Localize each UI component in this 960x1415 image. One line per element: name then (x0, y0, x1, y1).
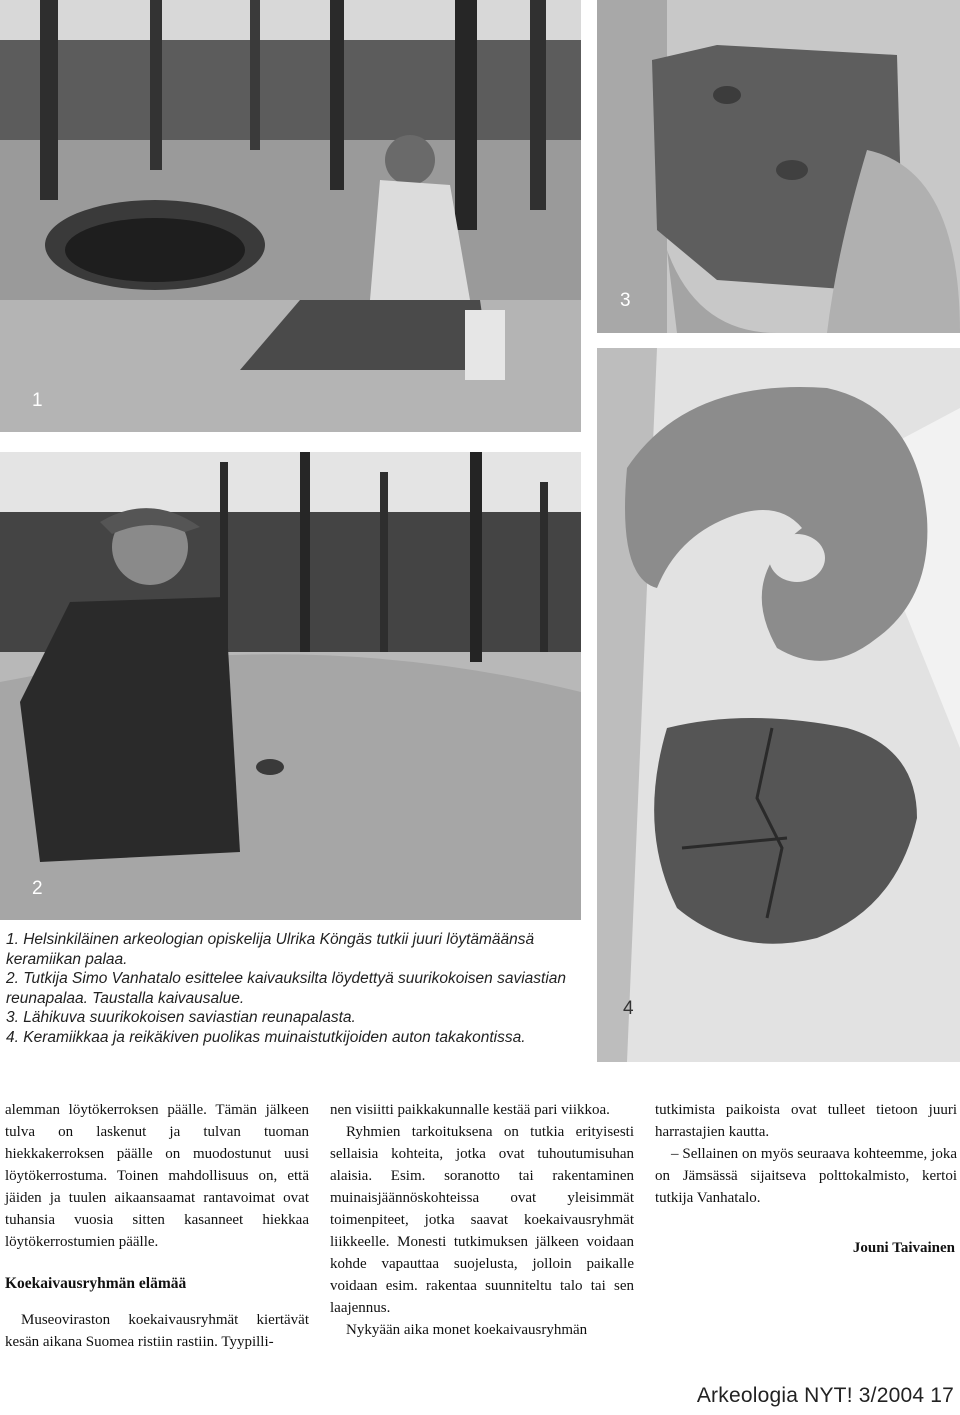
column1-paragraph-1: alemman löytökerroksen päälle. Tämän jälkeen tulva on laskenut ja tulvan tuoman hiekkakerroksen päälle on muodostunut uusi löytökerrostuma. Toinen mahdollisuus on, että jäiden ja tuulen aikaansaamat rantavoimat ovat tuhansia vuosia sitten kasanneet hiekkaa löytökerrostumien päälle. (5, 1102, 309, 1250)
caption-3: 3. Lähikuva suurikokoisen saviastian reunapalasta. (6, 1009, 356, 1026)
section-heading: Koekaivausryhmän elämää (5, 1275, 187, 1292)
photo-vessel-rim-closeup (597, 0, 960, 333)
caption-4: 4. Keramiikkaa ja reikäkiven puolikas muinaistutkijoiden auton takakontissa. (6, 1028, 526, 1046)
column1-paragraph-2: Museoviraston koekaivausryhmät kiertävät kesän aikana Suomea ristiin rastiin. Tyypilli- (5, 1312, 309, 1350)
column3-paragraph-1: tutkimista paikoista ovat tulleet tietoon juuri harrastajien kautta. (655, 1102, 957, 1140)
column3-paragraph-2: – Sellainen on myös seuraava kohteemme, joka on Jämsässä sijaitseva polttokalmisto, kertoi tutkija Vanhatalo. (655, 1146, 957, 1206)
photo-excavation-student (0, 0, 581, 432)
photo-number-4: 4 (623, 998, 634, 1019)
photo-researcher-holding-fragment-image (0, 452, 581, 920)
photo-vessel-rim-closeup-image (597, 0, 960, 333)
article-column-2 (330, 1099, 634, 1341)
caption-2: 2. Tutkija Simo Vanhatalo esittelee kaivauksilta löydettyä suurikokoisen saviastian reunapalaa. Taustalla kaivausalue. (6, 970, 567, 1007)
photo-ceramics-and-stone (597, 348, 960, 1062)
column2-paragraph-1: nen visiitti paikkakunnalle kestää pari viikkoa. (330, 1102, 610, 1118)
article-column-3 (655, 1099, 957, 1259)
photo-excavation-student-image (0, 0, 581, 432)
article-column-1 (5, 1099, 309, 1353)
page-footer: Arkeologia NYT! 3/2004 17 (696, 1384, 954, 1407)
photo-ceramics-and-stone-image (597, 348, 960, 1062)
column2-paragraph-3: Nykyään aika monet koekaivausryhmän (346, 1322, 588, 1338)
photo-number-1: 1 (32, 390, 43, 411)
photo-researcher-holding-fragment (0, 452, 581, 920)
photo-number-3: 3 (620, 290, 631, 311)
photo-number-2: 2 (32, 878, 43, 899)
caption-1: 1. Helsinkiläinen arkeologian opiskelija Ulrika Köngäs tutkii juuri löytämäänsä keramiikan palaa. (6, 931, 535, 968)
column2-paragraph-2: Ryhmien tarkoituksena on tutkia erityisesti sellaisia kohteita, jotka ovat tuhoutumisuhan alaisia. Esim. soranotto tai rakentaminen muinaisjäännöskohteissa ovat yleisimmät toimenpiteet, jotka saavat koekaivausryhmät liikkeelle. Monesti tutkimuksen jälkeen voidaan kohde vapauttaa suojelusta, jolloin paikalle voidaan esim. rakentaa suunniteltu talo tai sen laajennus. (330, 1124, 634, 1316)
photo-captions (6, 930, 566, 1047)
article-author: Jouni Taivainen (852, 1240, 955, 1256)
